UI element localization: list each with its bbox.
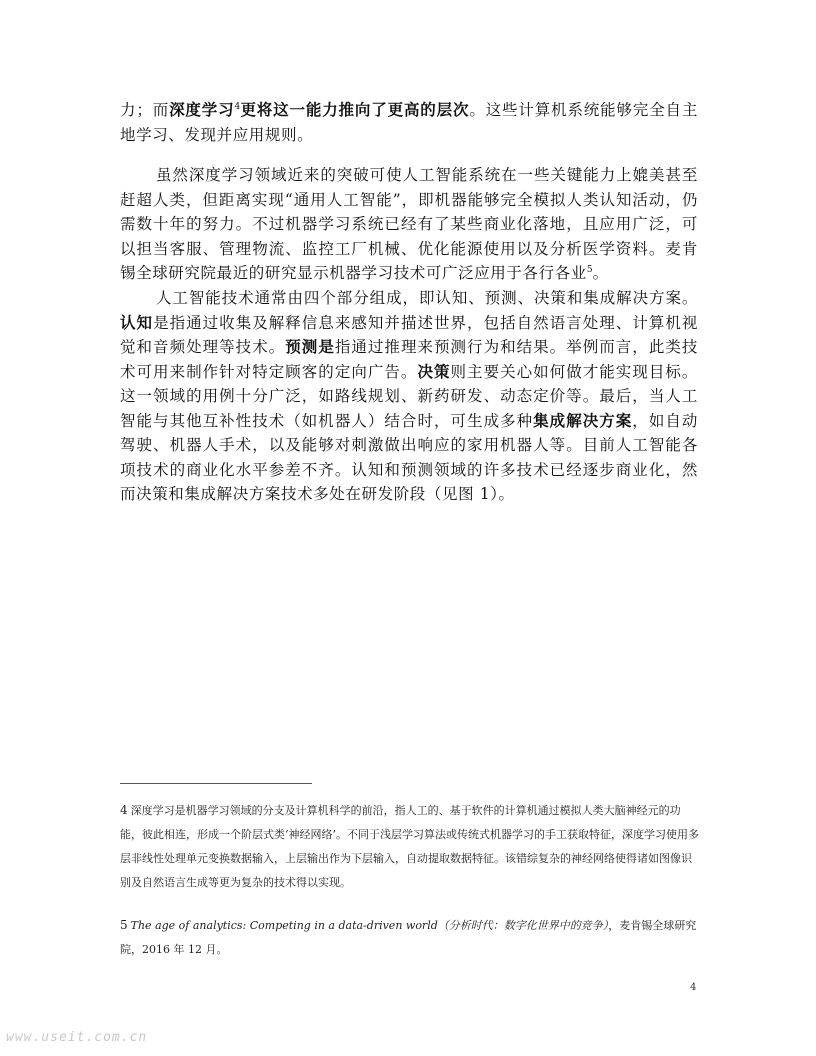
p2-text2: 指通过推理来预测行为和结果。举例而言，此类技术可用来制作针对特定顾客的定向广告。: [120, 338, 698, 381]
p2-text3: 则主要关心如何做才能实现目标。这一领域的用例十分广泛，如路线规划、新药研发、动态定价等。最后，当人工智能与其他互补性技术（如机器人）结合时，可生成多种: [120, 362, 698, 430]
footnote-5: [120, 913, 700, 962]
footnote-4-number: 4: [120, 803, 128, 817]
p1-text: 虽然深度学习领域近来的突破可使人工智能系统在一些关键能力上媲美甚至赶超人类，但距离实现“通用人工智能”，即机器能够完全模拟人类认知活动，仍需数十年的努力。不过机器学习系统已经有了某些商业化落地，且应用广泛，可以担当客服、管理物流、监控工厂机械、优化能源使用以及分析医学资料。麦肯锡全球研究院最近的研究显示机器学习技术可广泛应用于各行各业: [120, 166, 698, 282]
p0-suffix: 。这些计算机系统能够完全自主地学习、发现并应用规则。: [120, 101, 699, 144]
footnote-4-text: 深度学习是机器学习领域的分支及计算机科学的前沿，指人工的、基于软件的计算机通过模拟人类大脑神经元的功能，彼此相连，形成一个阶层式类‘神经网络’。不同于浅层学习算法或传统式机器学习的手工获取特征，深度学习使用多层非线性处理单元变换数据输入，上层输出作为下层输入，自动提取数据特征。该错综复杂的神经网络使得诸如图像识别及自然语言生成等更为复杂的技术得以实现。: [120, 804, 699, 889]
p2-text1: 是指通过收集及解释信息来感知并描述世界，包括自然语言处理、计算机视觉和音频处理等技术。: [120, 313, 698, 356]
p1-end: 。: [592, 264, 609, 282]
footnote-separator: [120, 783, 312, 784]
paragraph-four-parts: [120, 286, 698, 507]
footnote-5-title-cn: （分析时代：数字化世界中的竞争）: [437, 919, 609, 932]
paragraph-agi: [120, 163, 698, 286]
term-prediction: 预测是: [285, 337, 335, 356]
paragraph-deep-learning: [120, 98, 698, 147]
footnote-5-title-en: The age of analytics: Competing in a data-driven world: [130, 919, 438, 932]
p2-intro: 人工智能技术通常由四个部分组成，即认知、预测、决策和集成解决方案。: [156, 289, 698, 307]
term-decision: 决策: [417, 361, 451, 381]
footnote-5-text: ，麦肯锡全球研究院，2016 年 12 月。: [120, 919, 697, 956]
page-number: 4: [690, 982, 697, 993]
footnote-5-number: 5: [120, 918, 128, 932]
term-perception: 认知: [120, 312, 154, 332]
p0-bold-term: 深度学习: [169, 100, 235, 119]
footnote-4: [120, 798, 700, 895]
p0-bold-phrase: 更将这一能力推向了更高的层次: [240, 100, 470, 119]
footnote-ref-5[interactable]: 5: [586, 265, 593, 275]
p2-text4: ，如自动驾驶、机器人手术，以及能够对刺激做出响应的家用机器人等。目前人工智能各项技术的商业化水平参差不齐。认知和预测领域的许多技术已经逐步商业化，然而决策和集成解决方案技术多处在研发阶段（见图 1）。: [120, 411, 698, 503]
p0-prefix: 力；而: [120, 101, 170, 119]
term-integrated-solutions: 集成解决方案: [533, 410, 633, 430]
footnote-ref-4[interactable]: 4: [234, 102, 241, 112]
watermark: www.useit.com.cn: [6, 1030, 148, 1045]
